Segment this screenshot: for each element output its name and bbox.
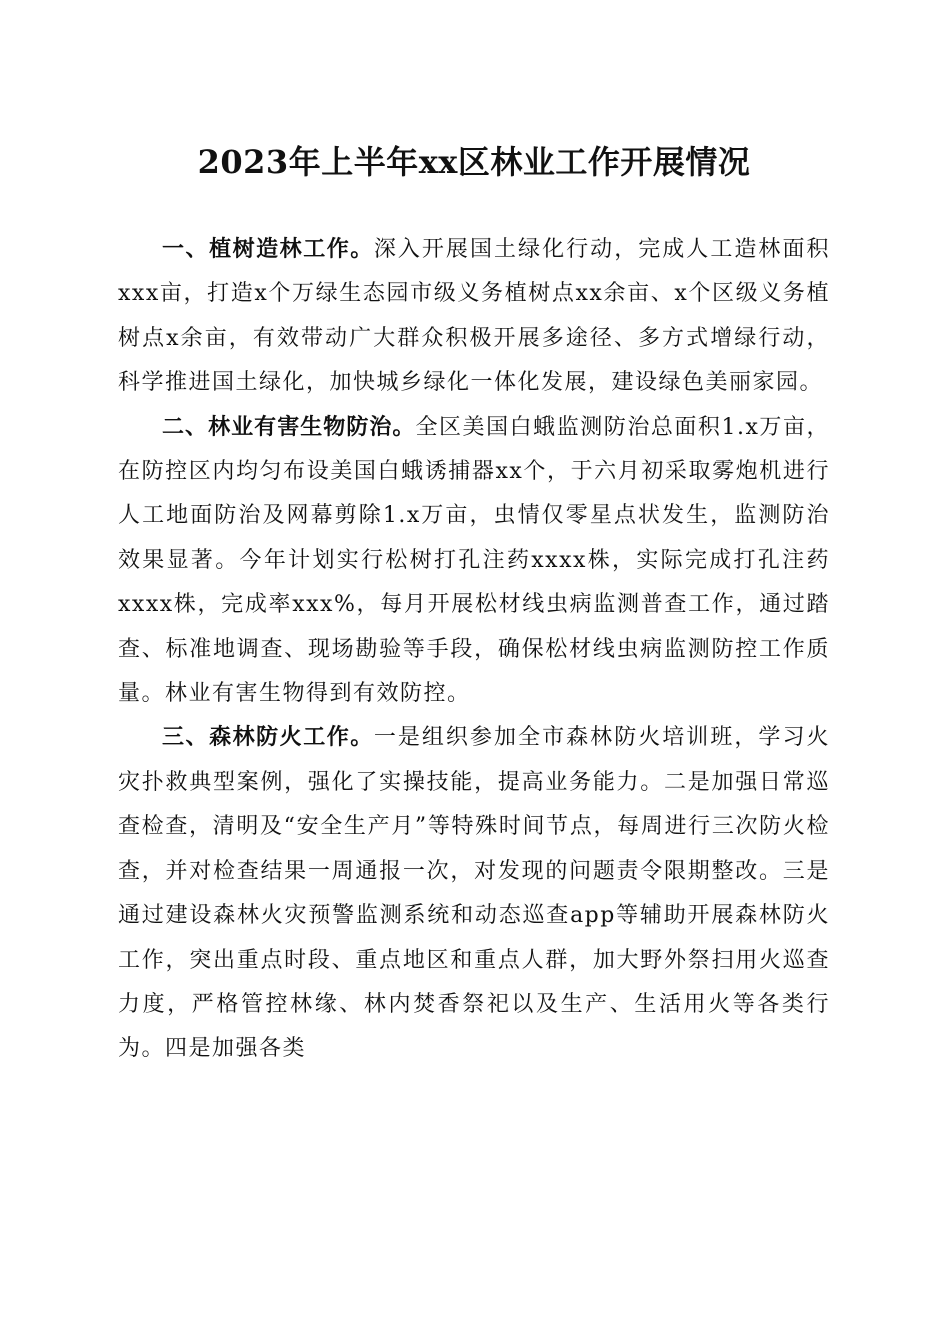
section-body-fire-prevention: 一是组织参加全市森林防火培训班，学习火灾扑救典型案例，强化了实操技能，提高业务能力。二是加强日常巡查检查，清明及“安全生产月”等特殊时间节点，每周进行三次防火检查，并对检查结果一周通报一次，对发现的问题责令限期整改。三是通过建设森林火灾预警监测系统和动态巡查app等辅助开展森林防火工作，突出重点时段、重点地区和重点人群，加大野外祭扫用火巡查力度，严格管控林缘、林内焚香祭祀以及生产、生活用火等各类行为。四是加强各类 xyxy=(118,725,830,1062)
document-title: 2023年上半年xx区林业工作开展情况 xyxy=(197,143,751,181)
section-body-planting: 深入开展国土绿化行动，完成人工造林面积xxx亩，打造x个万绿生态园市级义务植树点xx余亩、x个区级义务植树点x余亩，有效带动广大群众积极开展多途径、多方式增绿行动，科学推进国土绿化，加快城乡绿化一体化发展，建设绿色美丽家园。 xyxy=(118,237,830,396)
section-fire-prevention xyxy=(118,716,830,1071)
section-planting xyxy=(118,228,830,406)
section-body-pest-control: 全区美国白蛾监测防治总面积1.x万亩，在防控区内均匀布设美国白蛾诱捕器xx个，于六月初采取雾炮机进行人工地面防治及网幕剪除1.x万亩，虫情仅零星点状发生，监测防治效果显著。今年计划实行松树打孔注药xxxx株，实际完成打孔注药xxxx株，完成率xxx%，每月开展松材线虫病监测普查工作，通过踏查、标准地调查、现场勘验等手段，确保松材线虫病监测防控工作质量。林业有害生物得到有效防控。 xyxy=(118,414,830,707)
section-heading-pest-control: 二、林业有害生物防治。 xyxy=(162,414,416,440)
section-heading-fire-prevention: 三、森林防火工作。 xyxy=(162,725,374,751)
section-pest-control xyxy=(118,406,830,717)
section-heading-planting: 一、植树造林工作。 xyxy=(162,237,374,262)
